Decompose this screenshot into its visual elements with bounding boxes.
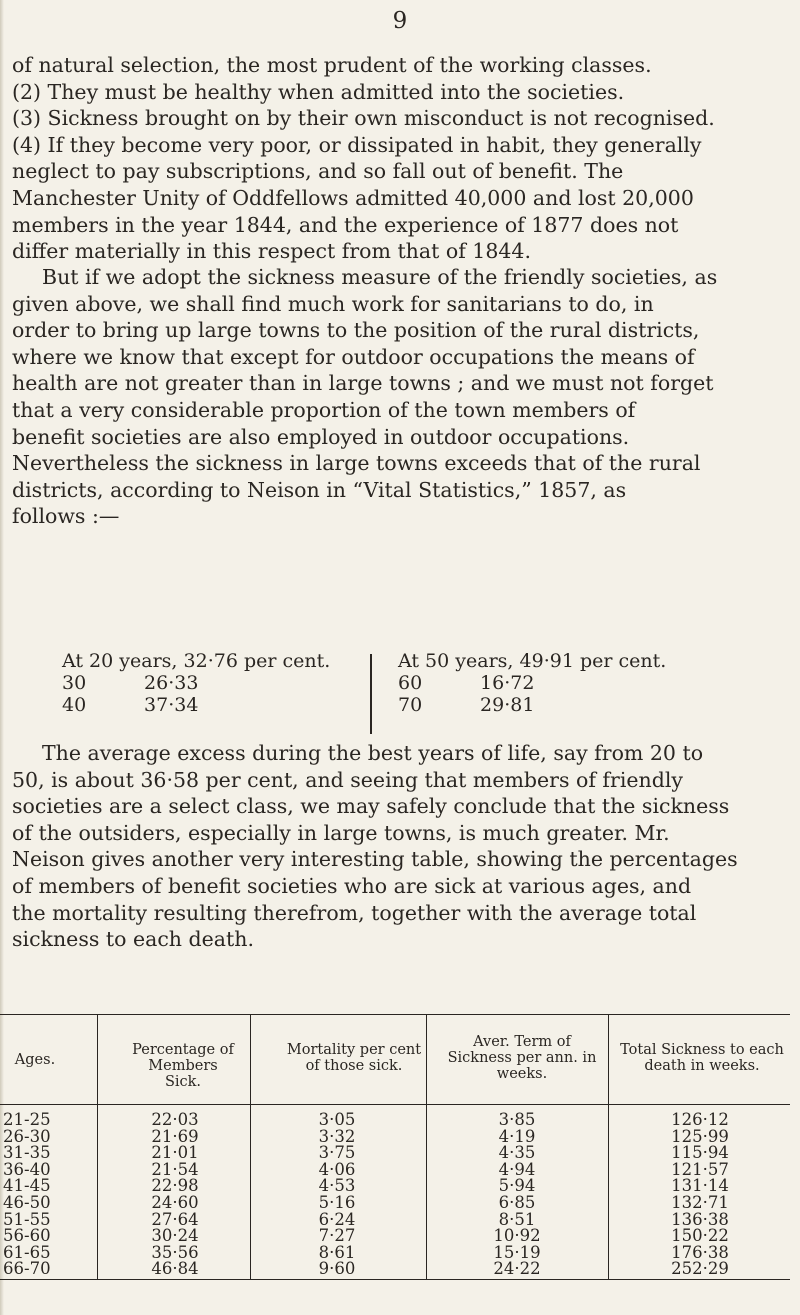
text-line: (2) They must be healthy when admitted into the societies. (12, 79, 625, 104)
table-cell-age: 66-70 (3, 1259, 51, 1279)
page-number: 9 (392, 8, 408, 34)
column-rule (426, 1014, 427, 1280)
column-rule (97, 1014, 98, 1280)
header-percentage-sick: Percentage of Members Sick. (132, 1042, 234, 1090)
table-cell: 115·94 (671, 1143, 729, 1163)
table-cell: 3·32 (318, 1126, 356, 1146)
table-cell: 126·12 (671, 1110, 729, 1129)
text-line: where we know that except for outdoor occupations the means of (12, 344, 695, 369)
text-line: that a very considerable proportion of the town members of (12, 397, 636, 422)
header-mortality: Mortality per cent of those sick. (286, 1042, 422, 1074)
column-rule (608, 1014, 609, 1280)
table-cell: 3·75 (318, 1143, 356, 1163)
text-line: of natural selection, the most prudent of the working classes. (12, 53, 652, 77)
stats-value: 29·81 (480, 694, 535, 716)
table-cell-age: 26-30 (3, 1126, 51, 1146)
stats-row (62, 694, 330, 716)
stats-row (62, 650, 330, 672)
table-cell: 3·05 (318, 1110, 356, 1129)
text-line: the mortality resulting therefrom, together with the average total (12, 900, 697, 925)
table-cell: 15·19 (493, 1242, 541, 1262)
table-cell: 252·29 (671, 1259, 729, 1279)
table-cell: 176·38 (671, 1242, 729, 1262)
table-header-rule (0, 1104, 790, 1105)
text-line: members in the year 1844, and the experience of 1877 does not (12, 212, 679, 237)
stats-value: 32·76 per cent. (183, 650, 331, 672)
stats-column-left (62, 650, 330, 716)
table-cell-age: 36-40 (3, 1159, 51, 1179)
header-ages: Ages. (14, 1052, 56, 1068)
table-cell-age: 61-65 (3, 1242, 51, 1262)
stats-value: 16·72 (480, 672, 535, 694)
column-rule (250, 1014, 251, 1280)
text-line: societies are a select class, we may safely conclude that the sickness (12, 794, 730, 819)
stats-row (398, 694, 666, 716)
table-cell: 10·92 (493, 1226, 541, 1246)
paragraph-2 (12, 264, 784, 530)
table-cell: 4·94 (498, 1159, 536, 1179)
paragraph-1 (12, 52, 784, 265)
table-cell-age: 31-35 (3, 1143, 51, 1163)
table-cell: 21·69 (151, 1126, 199, 1146)
text-line: of members of benefit societies who are sick at various ages, and (12, 873, 692, 898)
stats-row (398, 672, 666, 694)
header-average-term: Aver. Term of Sickness per ann. in weeks. (447, 1034, 597, 1082)
table-cell-age: 56-60 (3, 1226, 51, 1246)
stats-age: At 50 years, (398, 650, 514, 672)
sickness-excess-figures (0, 650, 800, 735)
text-line: health are not greater than in large towns ; and we must not forget (12, 371, 714, 396)
text-line: Neison gives another very interesting table, showing the percentages (12, 847, 738, 872)
text-line: order to bring up large towns to the position of the rural districts, (12, 318, 700, 343)
table-cell: 24·22 (493, 1259, 541, 1279)
table-cell: 4·06 (318, 1159, 356, 1179)
table-cell: 30·24 (151, 1226, 199, 1246)
table-cell: 22·03 (151, 1110, 199, 1129)
table-cell: 6·24 (318, 1209, 356, 1229)
text-line: benefit societies are also employed in outdoor occupations. (12, 424, 630, 449)
table-cell: 136·38 (671, 1209, 729, 1229)
table-cell: 21·54 (151, 1159, 199, 1179)
table-cell: 4·19 (498, 1126, 536, 1146)
text-line: Nevertheless the sickness in large towns exceeds that of the rural (12, 451, 701, 476)
text-line: 50, is about 36·58 per cent, and seeing that members of friendly (12, 767, 683, 792)
table-cell: 27·64 (151, 1209, 199, 1229)
stats-column-right (398, 650, 666, 716)
table-cell: 8·51 (498, 1209, 536, 1229)
stats-row (62, 672, 330, 694)
text-line: The average excess during the best years of life, say from 20 to (42, 741, 704, 765)
table-cell: 150·22 (671, 1226, 729, 1246)
text-line: sickness to each death. (12, 927, 254, 952)
stats-age: 30 (62, 672, 87, 694)
table-cell-age: 41-45 (3, 1176, 51, 1196)
text-line: follows :— (12, 504, 120, 529)
text-line: given above, we shall find much work for sanitarians to do, in (12, 291, 654, 316)
table-cell: 35·56 (151, 1242, 199, 1262)
text-line: neglect to pay subscriptions, and so fall out of benefit. The (12, 159, 624, 184)
table-cell: 132·71 (671, 1193, 729, 1212)
table-cell: 125·99 (671, 1126, 729, 1146)
stats-age: At 20 years, (62, 650, 178, 672)
table-cell: 4·53 (318, 1176, 356, 1196)
stats-age: 60 (398, 672, 423, 694)
text-line: differ materially in this respect from that of 1844. (12, 239, 531, 264)
stats-age: 40 (62, 694, 87, 716)
text-line: (4) If they become very poor, or dissipated in habit, they generally (12, 132, 702, 157)
stats-value: 26·33 (144, 672, 199, 694)
table-cell: 3·85 (498, 1110, 536, 1129)
stats-row (398, 650, 666, 672)
table-cell: 4·35 (498, 1143, 536, 1163)
stats-age: 70 (398, 694, 423, 716)
table-cell: 131·14 (671, 1176, 729, 1196)
table-cell: 121·57 (671, 1159, 729, 1179)
table-cell: 21·01 (151, 1143, 199, 1163)
table-cell: 6·85 (498, 1193, 536, 1212)
text-line: of the outsiders, especially in large towns, is much greater. Mr. (12, 820, 670, 845)
table-cell: 8·61 (318, 1242, 356, 1262)
paragraph-3 (12, 740, 784, 953)
table-cell: 9·60 (318, 1259, 356, 1279)
text-line: But if we adopt the sickness measure of the friendly societies, as (42, 265, 718, 289)
table-cell-age: 21-25 (3, 1110, 51, 1129)
table-cell: 5·94 (498, 1176, 536, 1196)
text-line: Manchester Unity of Oddfellows admitted 40,000 and lost 20,000 (12, 185, 694, 210)
column-divider (370, 654, 372, 734)
table-top-rule (0, 1014, 790, 1015)
sickness-mortality-table (0, 1014, 800, 1284)
header-total-sickness: Total Sickness to each death in weeks. (620, 1042, 784, 1074)
text-line: (3) Sickness brought on by their own misconduct is not recognised. (12, 106, 715, 131)
table-cell: 5·16 (318, 1193, 356, 1212)
table-cell: 46·84 (151, 1259, 199, 1279)
text-line: districts, according to Neison in “Vital Statistics,” 1857, as (12, 477, 627, 502)
stats-value: 49·91 per cent. (519, 650, 667, 672)
table-cell: 22·98 (151, 1176, 199, 1196)
stats-value: 37·34 (144, 694, 199, 716)
table-cell: 24·60 (151, 1193, 199, 1212)
table-cell-age: 51-55 (3, 1209, 51, 1229)
table-cell-age: 46-50 (3, 1193, 51, 1212)
table-cell: 7·27 (318, 1226, 356, 1246)
